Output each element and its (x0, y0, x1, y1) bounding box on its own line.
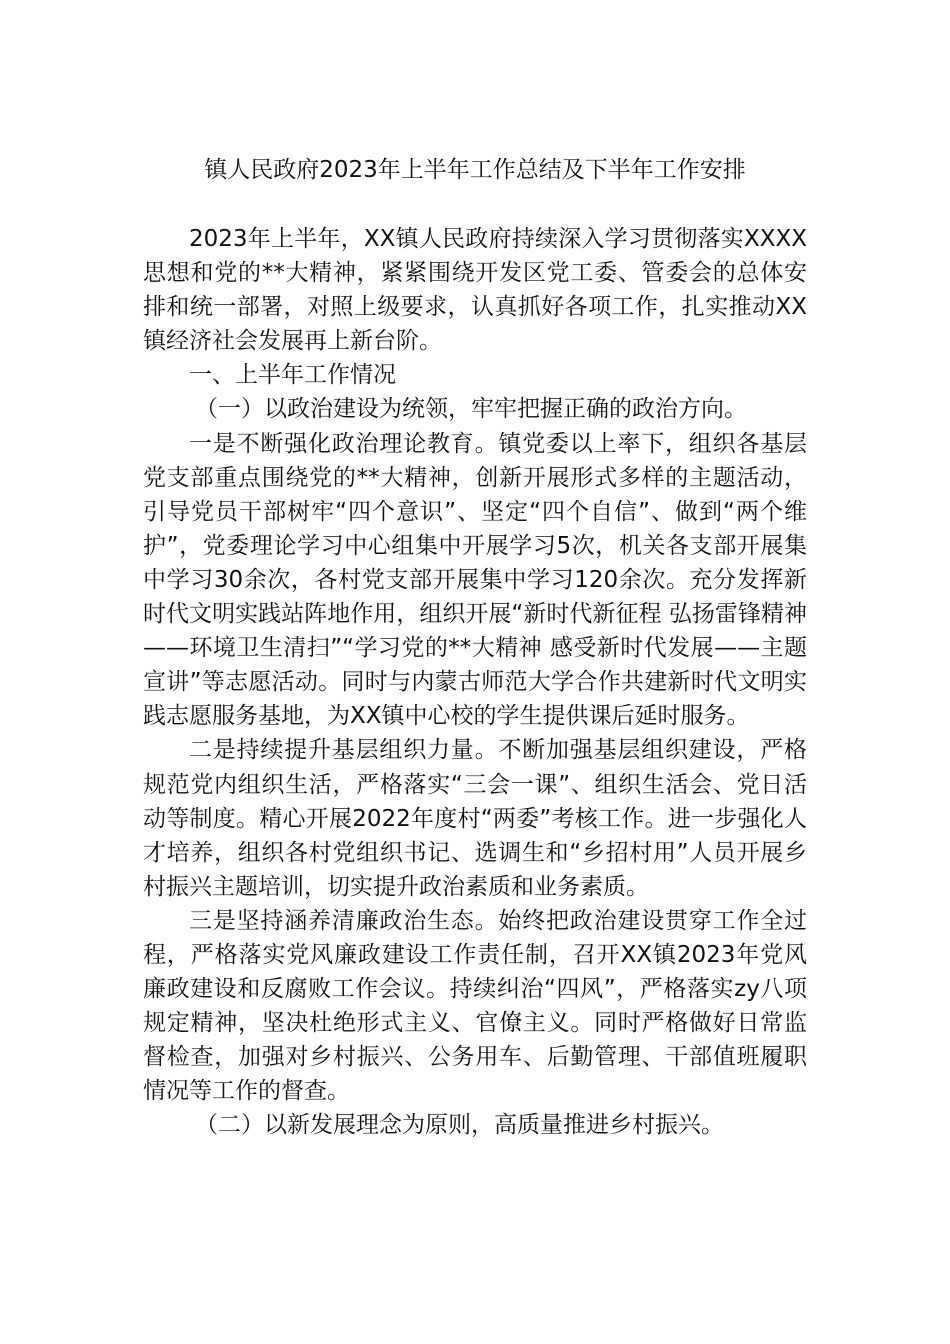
subsection-heading-1: （一）以政治建设为统领，牢牢把握正确的政治方向。 (195, 396, 747, 423)
intro-paragraph: 2023年上半年，XX镇人民政府持续深入学习贯彻落实XXXX思想和党的**大精神，紧紧围绕开发区党工委、管委会的总体安排和统一部署，对照上级要求，认真抓好各项工作，扎实推动XX镇经济社会发展再上新台阶。 (143, 226, 807, 355)
section-heading-1: 一、上半年工作情况 (189, 362, 396, 389)
paragraph-theory-education: 一是不断强化政治理论教育。镇党委以上率下，组织各基层党支部重点围绕党的**大精神，创新开展形式多样的主题活动，引导党员干部树牢“四个意识”、坚定“四个自信”、做到“两个维护”，党委理论学习中心组集中开展学习5次，机关各支部开展集中学习30余次，各村党支部开展集中学习120余次。充分发挥新时代文明实践站阵地作用，组织开展“新时代新征程 弘扬雷锋精神——环境卫生清扫”“学习党的**大精神 感受新时代发展——主题宣讲”等志愿活动。同时与内蒙古师范大学合作共建新时代文明实践志愿服务基地，为XX镇中心校的学生提供课后延时服务。 (143, 430, 807, 730)
document-body (143, 222, 807, 1143)
paragraph-grassroots-organization: 二是持续提升基层组织力量。不断加强基层组织建设，严格规范党内组织生活，严格落实“三会一课”、组织生活会、党日活动等制度。精心开展2022年度村“两委”考核工作。进一步强化人才培养，组织各村党组织书记、选调生和“乡招村用”人员开展乡村振兴主题培训，切实提升政治素质和业务素质。 (143, 737, 807, 900)
subsection-heading-2: （二）以新发展理念为原则，高质量推进乡村振兴。 (195, 1112, 724, 1139)
paragraph-clean-politics: 三是坚持涵养清廉政治生态。始终把政治建设贯穿工作全过程，严格落实党风廉政建设工作责任制，召开XX镇2023年党风廉政建设和反腐败工作会议。持续纠治“四风”，严格落实zy八项规定精神，坚决杜绝形式主义、官僚主义。同时严格做好日常监督检查，加强对乡村振兴、公务用车、后勤管理、干部值班履职情况等工作的督查。 (143, 907, 807, 1105)
document-title: 镇人民政府2023年上半年工作总结及下半年工作安排 (204, 157, 746, 183)
